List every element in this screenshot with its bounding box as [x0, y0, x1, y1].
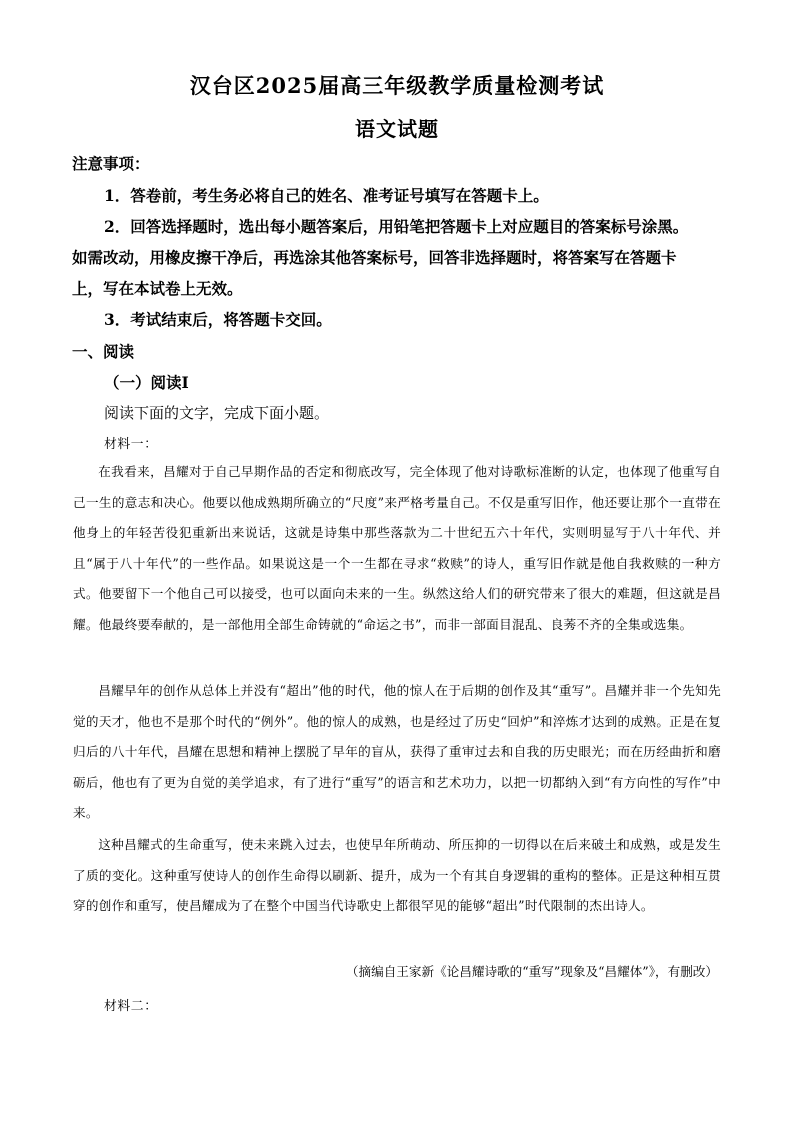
exam-subtitle: 语文试题 — [355, 117, 439, 141]
subsection-heading: （一）阅读Ⅰ — [104, 373, 189, 392]
notice-item-3: 3．考试结束后，将答题卡交回。 — [104, 310, 332, 329]
notice-item-2-line-1: 2．回答选择题时，选出每小题答案后，用铅笔把答题卡上对应题目的答案标号涂黑。 — [104, 217, 689, 236]
exam-title: 汉台区2025届高三年级教学质量检测考试 — [189, 73, 605, 98]
reading-instruction: 阅读下面的文字，完成下面小题。 — [104, 404, 330, 422]
notice-item-1: 1．答卷前，考生务必将自己的姓名、准考证号填写在答题卡上。 — [104, 186, 549, 205]
material-1-source: （摘编自王家新《论昌耀诗歌的“重写”现象及“昌耀体”》，有删改） — [345, 964, 718, 979]
material-2-label: 材料二： — [104, 999, 158, 1014]
notice-item-2-line-3: 上，写在本试卷上无效。 — [72, 279, 243, 298]
notice-item-2-line-2: 如需改动，用橡皮擦干净后，再选涂其他答案标号，回答非选择题时，将答案写在答题卡 — [72, 248, 677, 267]
material-1-paragraph-2: 昌耀早年的创作从总体上并没有“超出”他的时代，他的惊人在于后期的创作及其“重写”。昌耀并非一个先知先觉的天才，他也不是那个时代的“例外”。他的惊人的成熟，也是经过了历史“回炉”和淬炼才达到的成熟。正是在复归后的八十年代，昌耀在思想和精神上摆脱了早年的盲从，获得了重审过去和自我的历史眼光；而在历经曲折和磨砺后，他也有了更为自觉的美学追求，有了进行“重写”的语言和艺术功力，以把一切都纳入到“有方向性的写作”中来。 — [73, 683, 721, 821]
material-1-paragraph-1: 在我看来，昌耀对于自己早期作品的否定和彻底改写，完全体现了他对诗歌标准断的认定，也体现了他重写自己一生的意志和决心。他要以他成熟期所确立的“尺度”来严格考量自己。不仅是重写旧作，他还要让那个一直带在他身上的年轻苦役犯重新出来说话，这就是诗集中那些落款为二十世纪五六十年代，实则明显写于八十年代、并且“属于八十年代”的一些作品。如果说这是一个一生都在寻求“救赎”的诗人，重写旧作就是他自我救赎的一种方式。他要留下一个他自己可以接受，也可以面向未来的一生。纵然这给人们的研究带来了很大的难题，但这就是昌耀。他最终要奉献的，是一部他用全部生命铸就的“命运之书”，而非一部面目混乱、良莠不齐的全集或选集。 — [73, 464, 721, 632]
material-1-paragraph-3: 这种昌耀式的生命重写，使未来跳入过去，也使早年所萌动、所压抑的一切得以在后来破土和成熟，或是发生了质的变化。这种重写使诗人的创作生命得以刷新、提升，成为一个有其自身逻辑的重构的整体。正是这种相互贯穿的创作和重写，使昌耀成为了在整个中国当代诗歌史上都很罕见的能够“超出”时代限制的杰出诗人。 — [73, 837, 721, 914]
material-1-label: 材料一： — [104, 437, 158, 452]
notice-heading: 注意事项： — [72, 154, 150, 173]
section-heading: 一、阅读 — [72, 342, 135, 361]
